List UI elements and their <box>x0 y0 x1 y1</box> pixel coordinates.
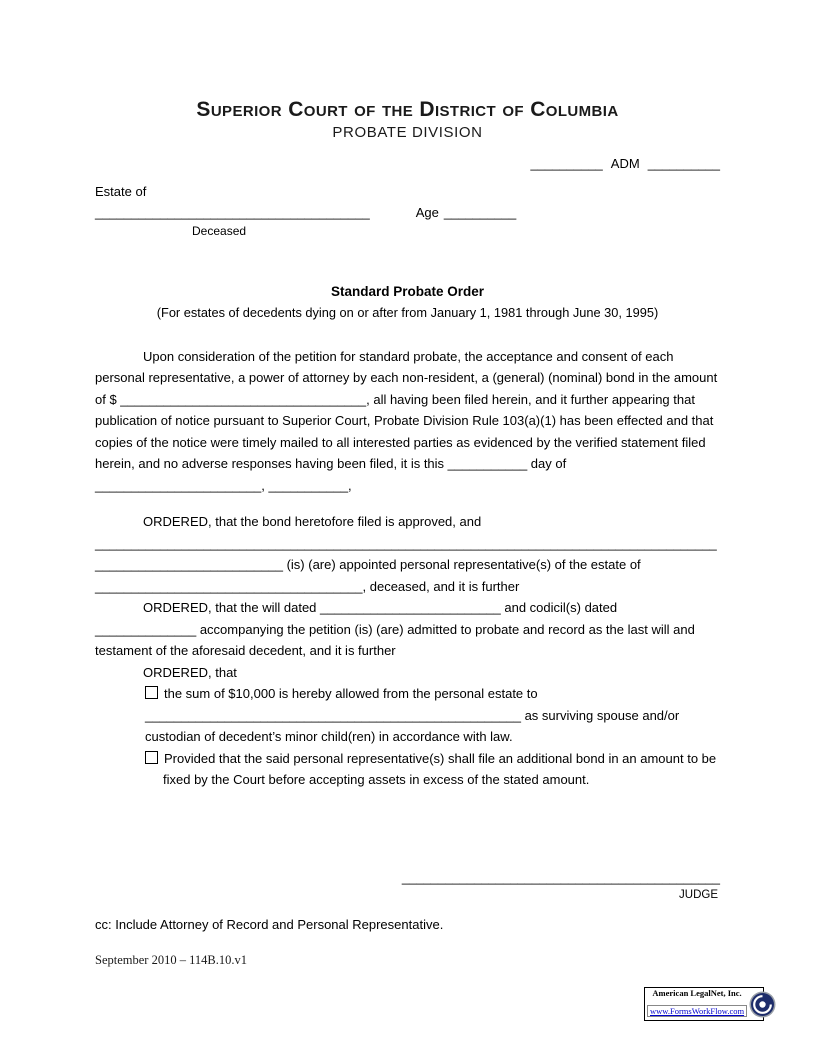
badge-website-link[interactable]: www.FormsWorkFlow.com <box>647 1005 747 1017</box>
paragraph-ordered-will: ORDERED, that the will dated _________________________ and codicil(s) dated ______________ accompanying the petition (is) (are) admitted to probate and record as the last will and testament of the aforesaid decedent, and it is further <box>95 600 695 658</box>
estate-of-label: Estate of <box>95 183 147 199</box>
checkbox-sum-allowed[interactable] <box>145 686 158 699</box>
signature-block <box>95 867 720 903</box>
decedent-name-row <box>95 202 720 224</box>
paragraph-consideration: Upon consideration of the petition for standard probate, the acceptance and consent of each personal representative, a power of attorney by each non-resident, a (general) (nominal) bond in the amount of $ __________________________________, all having been filed herein, and it further appearing that publication of notice pursuant to Superior Court, Probate Division Rule 103(a)(1) has been effected and that copies of the notice were timely mailed to all interested parties as evidenced by the verified statement filed herein, and no adverse responses having been filed, it is this ___________ day of _______________________, ___________, <box>95 348 718 493</box>
judge-signature-line: ____________________________________________ <box>401 869 720 885</box>
paragraph-ordered-that: ORDERED, that <box>143 664 237 680</box>
deceased-label: Deceased <box>192 223 247 238</box>
court-title: Superior Court of the District of Columbia <box>196 98 619 121</box>
age-blank: __________ <box>443 205 517 220</box>
form-version-footer: September 2010 – 114B.10.v1 <box>95 953 247 967</box>
paragraph-ordered-bond: ORDERED, that the bond heretofore filed is approved, and ________________________________________________________________________________________________________________ (is) (are) appointed personal representative(s) of the estate of _____________________________________, deceased, and it is further <box>95 514 717 594</box>
adm-label: ADM <box>610 156 640 171</box>
order-subtitle: (For estates of decedents dying on or after from January 1, 1981 through June 30, 1995) <box>156 305 659 320</box>
case-number-blank-left: __________ <box>530 156 603 171</box>
case-number-line <box>95 153 720 175</box>
document-content <box>95 0 720 936</box>
badge-text <box>647 988 747 1021</box>
decedent-name-blank: ______________________________________ <box>95 205 370 220</box>
order-option-sum-allowed <box>145 683 720 748</box>
order-option-additional-bond-text: Provided that the said personal representative(s) shall file an additional bond in an amount to be fixed by the Court before accepting assets in excess of the stated amount. <box>163 750 717 787</box>
checkbox-additional-bond[interactable] <box>145 751 158 764</box>
order-option-additional-bond <box>145 748 720 791</box>
badge-company-name: American LegalNet, Inc. <box>652 987 742 998</box>
american-legalnet-logo-icon <box>749 991 776 1018</box>
division-title: PROBATE DIVISION <box>332 124 483 141</box>
order-title: Standard Probate Order <box>330 283 485 299</box>
order-option-sum-allowed-text: the sum of $10,000 is hereby allowed from the personal estate to ____________________________________________________ as surviving spouse and/or custodian of decedent’s minor child(ren) in accordance with law. <box>145 686 680 744</box>
case-number-blank-right: __________ <box>647 156 720 171</box>
judge-label: JUDGE <box>679 889 718 901</box>
american-legalnet-badge <box>644 987 764 1021</box>
age-label: Age <box>415 205 439 220</box>
cc-line: cc: Include Attorney of Record and Personal Representative. <box>95 917 444 932</box>
